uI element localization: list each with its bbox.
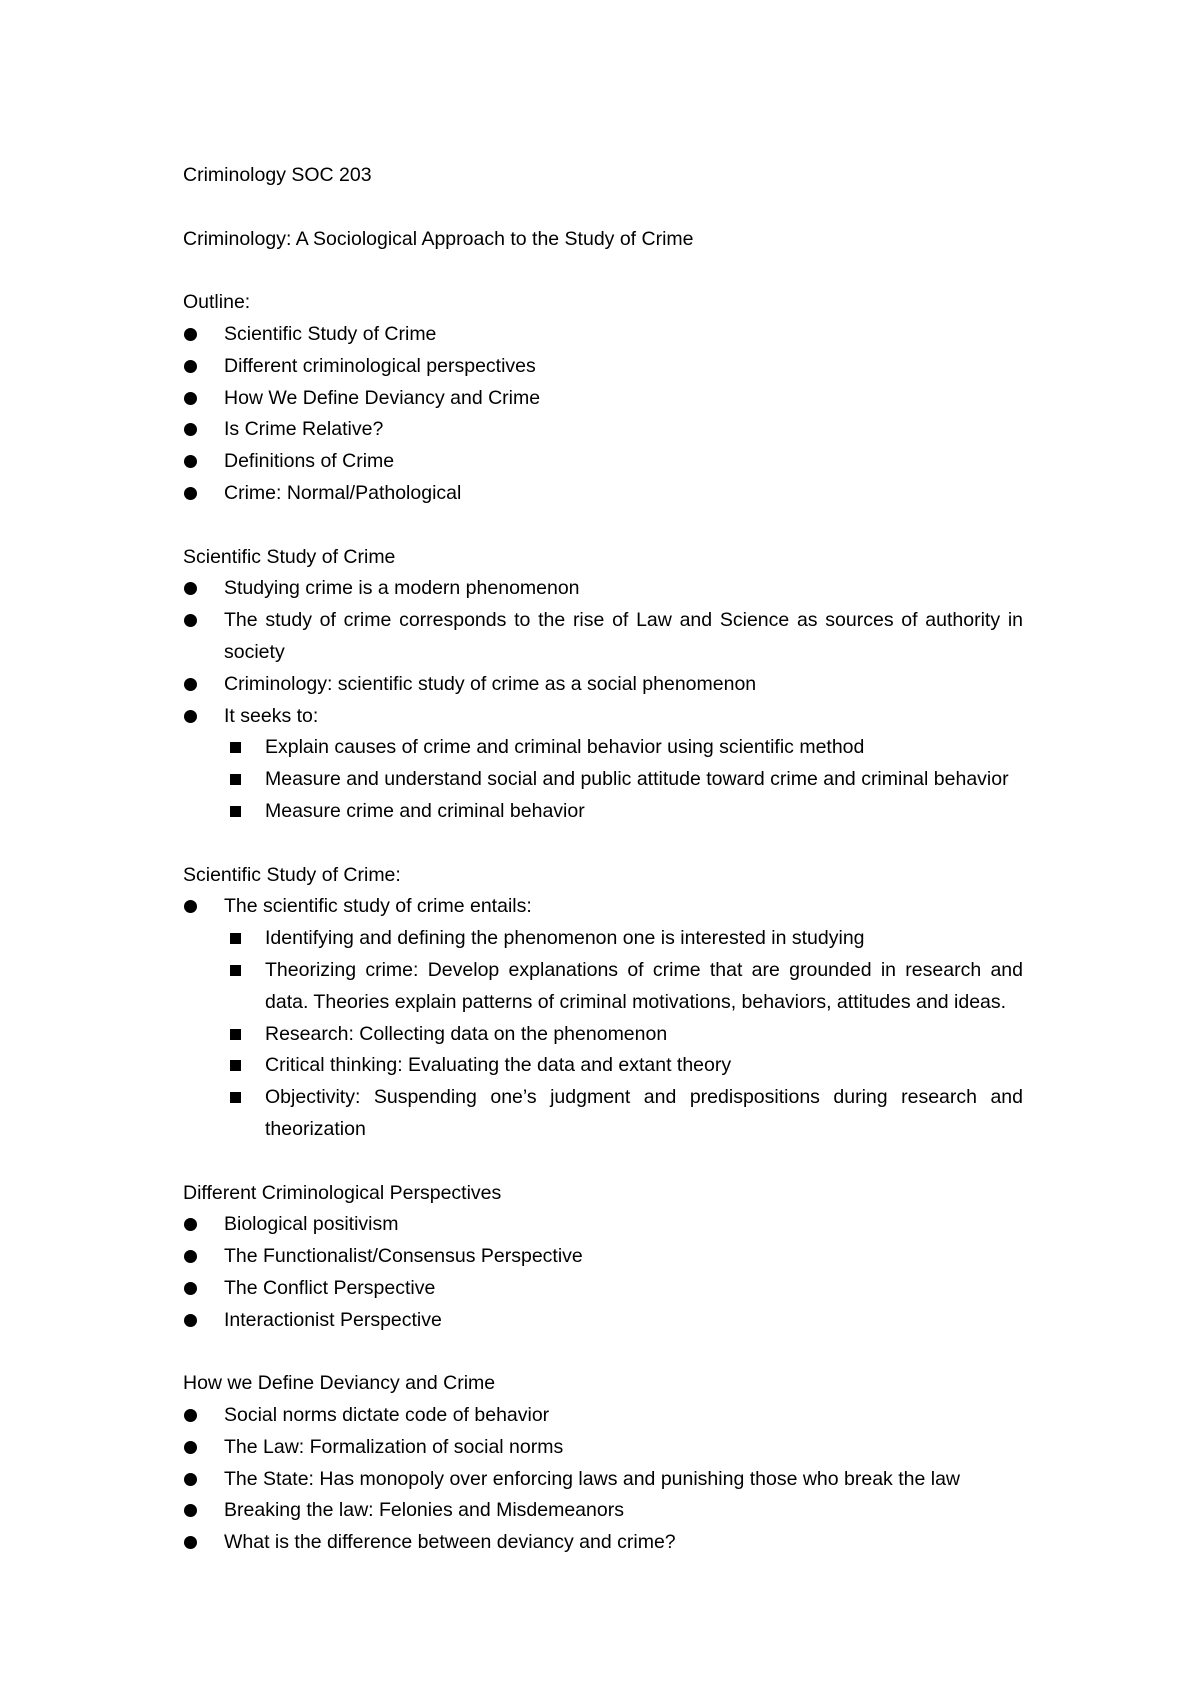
list-item: How We Define Deviancy and Crime	[183, 383, 1023, 415]
perspectives-list	[183, 1209, 1023, 1336]
list-item: Criminology: scientific study of crime as a social phenomenon	[183, 669, 1023, 701]
bullet-dot-icon	[184, 1504, 197, 1517]
define-list	[183, 1400, 1023, 1559]
bullet-dot-icon	[184, 455, 197, 468]
bullet-dot-icon	[184, 423, 197, 436]
section-heading-define: How we Define Deviancy and Crime	[183, 1372, 496, 1395]
bullet-dot-icon	[184, 1536, 197, 1549]
bullet-dot-icon	[184, 710, 197, 723]
document-title: Criminology SOC 203	[183, 164, 372, 186]
sub-list-item: Research: Collecting data on the phenomenon	[183, 1019, 1023, 1051]
list-item: The Conflict Perspective	[183, 1273, 1023, 1305]
list-item: Different criminological perspectives	[183, 351, 1023, 383]
section-heading-scientific-study-2: Scientific Study of Crime:	[183, 863, 401, 886]
list-item: It seeks to:	[183, 701, 1023, 733]
sub-list-item: Critical thinking: Evaluating the data and extant theory	[183, 1050, 1023, 1082]
scientific-study-2-sublist	[183, 923, 1023, 1146]
list-item: The Law: Formalization of social norms	[183, 1432, 1023, 1464]
scientific-study-list	[183, 573, 1023, 732]
sub-list-item: Measure and understand social and public attitude toward crime and criminal behavior	[183, 764, 1023, 796]
bullet-square-icon	[230, 1092, 241, 1103]
bullet-dot-icon	[184, 1314, 197, 1327]
sub-list-item: Theorizing crime: Develop explanations of crime that are grounded in research and data. Theories explain patterns of criminal motivations, behaviors, attitudes and ideas.	[183, 955, 1023, 1019]
sub-list-item: Measure crime and criminal behavior	[183, 796, 1023, 828]
list-item: Crime: Normal/Pathological	[183, 478, 1023, 510]
bullet-dot-icon	[184, 900, 197, 913]
bullet-square-icon	[230, 965, 241, 976]
list-item: The scientific study of crime entails:	[183, 891, 1023, 923]
bullet-dot-icon	[184, 328, 197, 341]
list-item: The State: Has monopoly over enforcing laws and punishing those who break the law	[183, 1464, 1023, 1496]
bullet-dot-icon	[184, 392, 197, 405]
list-item: Biological positivism	[183, 1209, 1023, 1241]
list-item: Interactionist Perspective	[183, 1305, 1023, 1337]
bullet-dot-icon	[184, 582, 197, 595]
sub-list-item: Explain causes of crime and criminal behavior using scientific method	[183, 732, 1023, 764]
bullet-dot-icon	[184, 360, 197, 373]
bullet-dot-icon	[184, 1473, 197, 1486]
bullet-dot-icon	[184, 678, 197, 691]
list-item: Scientific Study of Crime	[183, 319, 1023, 351]
bullet-square-icon	[230, 742, 241, 753]
bullet-square-icon	[230, 806, 241, 817]
document-subtitle: Criminology: A Sociological Approach to the Study of Crime	[183, 227, 694, 250]
bullet-dot-icon	[184, 487, 197, 500]
list-item: Social norms dictate code of behavior	[183, 1400, 1023, 1432]
list-item: Studying crime is a modern phenomenon	[183, 573, 1023, 605]
sub-list-item: Identifying and defining the phenomenon one is interested in studying	[183, 923, 1023, 955]
scientific-study-sublist	[183, 732, 1023, 827]
bullet-square-icon	[230, 1029, 241, 1040]
outline-list	[183, 319, 1023, 510]
list-item: The Functionalist/Consensus Perspective	[183, 1241, 1023, 1273]
bullet-dot-icon	[184, 1409, 197, 1422]
list-item: Breaking the law: Felonies and Misdemeanors	[183, 1495, 1023, 1527]
list-item: Definitions of Crime	[183, 446, 1023, 478]
bullet-square-icon	[230, 1060, 241, 1071]
scientific-study-2-list	[183, 891, 1023, 923]
bullet-dot-icon	[184, 1441, 197, 1454]
list-item: The study of crime corresponds to the rise of Law and Science as sources of authority in society	[183, 605, 1023, 669]
list-item: Is Crime Relative?	[183, 414, 1023, 446]
bullet-square-icon	[230, 933, 241, 944]
outline-heading: Outline:	[183, 291, 251, 314]
bullet-dot-icon	[184, 1218, 197, 1231]
bullet-dot-icon	[184, 614, 197, 627]
list-item: What is the difference between deviancy and crime?	[183, 1527, 1023, 1559]
sub-list-item: Objectivity: Suspending one’s judgment and predispositions during research and theorization	[183, 1082, 1023, 1146]
section-heading-perspectives: Different Criminological Perspectives	[183, 1181, 502, 1204]
bullet-dot-icon	[184, 1250, 197, 1263]
section-heading-scientific-study: Scientific Study of Crime	[183, 545, 396, 568]
bullet-square-icon	[230, 774, 241, 785]
bullet-dot-icon	[184, 1282, 197, 1295]
document-page	[183, 160, 1023, 1559]
